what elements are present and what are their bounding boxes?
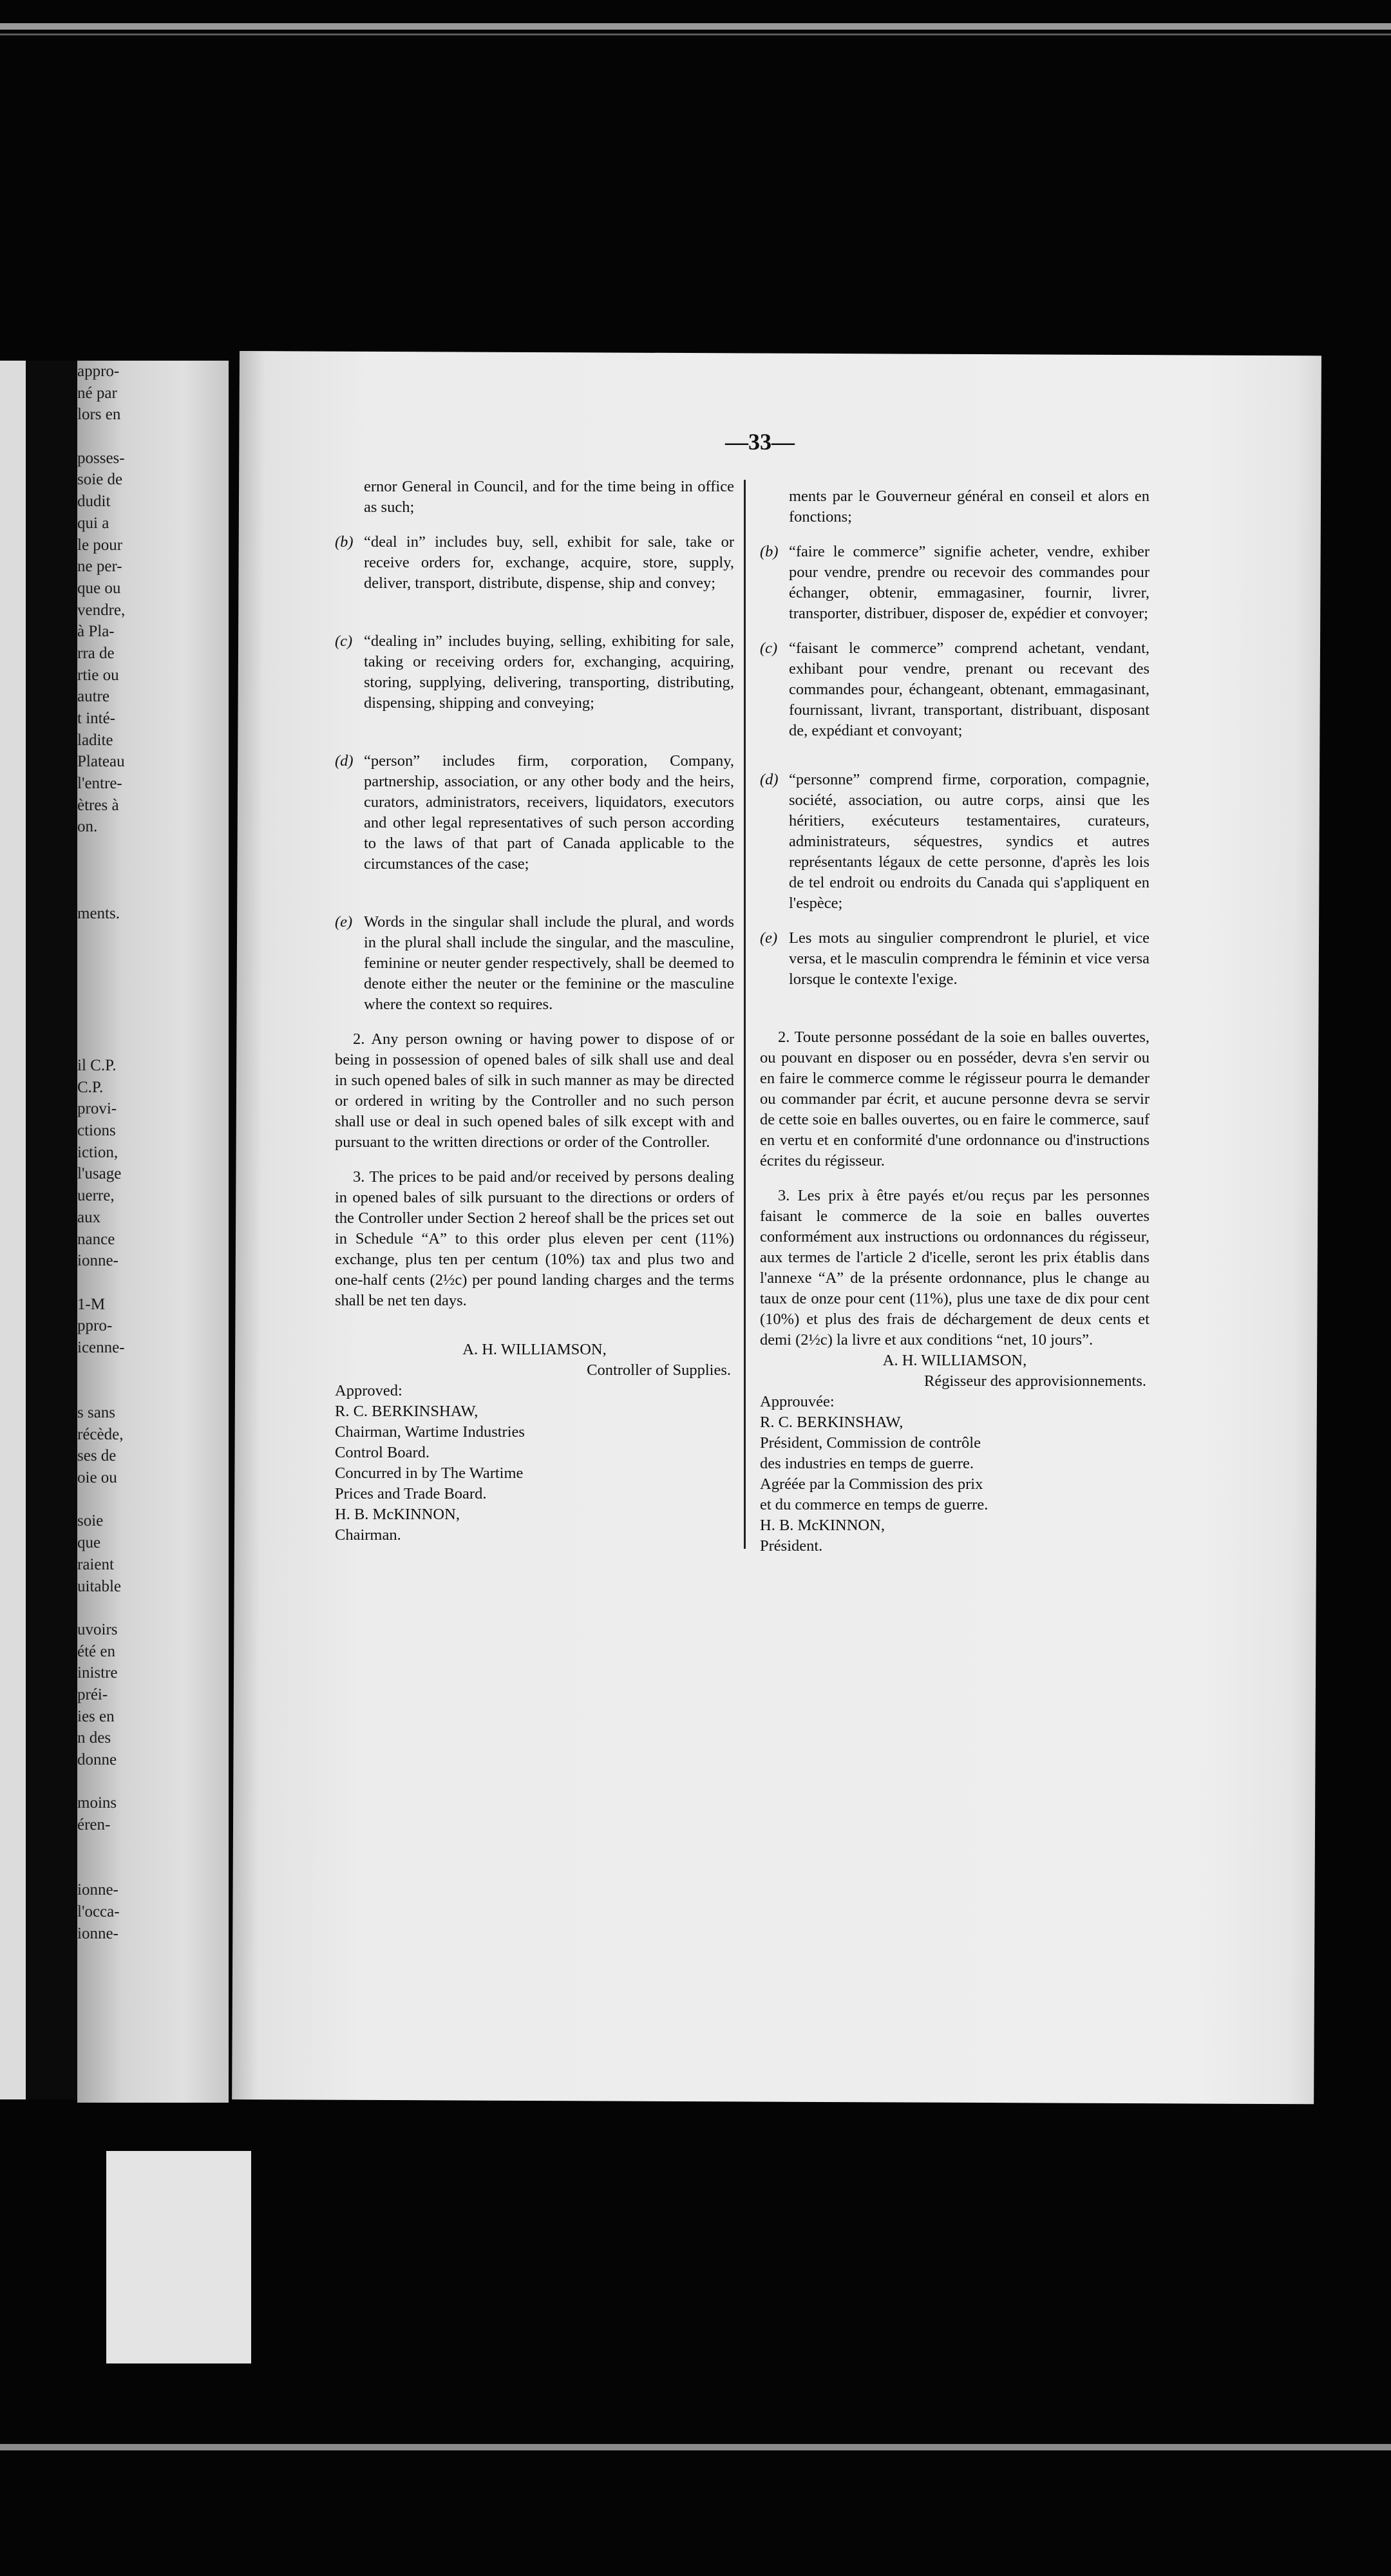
previous-page-line: récède, [77,1425,124,1443]
page-number: —33— [725,429,795,455]
previous-page-line [77,947,206,969]
previous-page-line [77,968,206,990]
paper-slip [106,2151,251,2363]
previous-page-line: iction, [77,1143,118,1161]
english-column [335,477,734,1546]
french-continuation: ments par le Gouverneur général en conseil et alors en fonctions; [789,488,1150,526]
item-text: “person” includes firm, corporation, Company, partnership, association, or any other body and the heirs, curators, administrators, receivers, liquidators, executors and other legal representatives of such person according to the laws of that part of Canada applicable to the circumstances of the case; [364,752,734,873]
scan-border-top-inner [0,33,1391,35]
previous-page-line: ionne- [77,1924,118,1942]
previous-page-line [77,1359,206,1381]
english-item-c [335,631,734,714]
english-item-e [335,912,734,1015]
previous-page-line [77,860,206,882]
previous-page-line [77,1380,206,1402]
item-text: “faire le commerce” signifie acheter, vendre, exhiber pour vendre, prendre ou recevoir des commandes pour échanger, obtenir, emmagasiner, fournir, livrer, transporter, distribuer, disposer de, expédier et convoyer; [789,543,1150,622]
item-text: Les mots au singulier comprendront le pluriel, et vice versa, et le masculin comprendra le féminin et vice versa lorsque le contexte l'exige. [789,929,1150,988]
previous-page-line [77,838,206,860]
english-item-b [335,532,734,594]
previous-page-line: s sans [77,1404,116,1421]
previous-page-line: autre [77,688,109,706]
previous-page-line: Plateau [77,753,125,771]
french-item-b [760,542,1150,624]
previous-page-line: rra de [77,644,115,662]
previous-page-line [77,1857,206,1879]
previous-page-line: ses de [77,1447,117,1465]
previous-page-line: le pour [77,536,123,554]
previous-page-line: préi- [77,1685,108,1703]
previous-page-line [77,1771,206,1793]
previous-page-line: l'occa- [77,1902,120,1920]
item-label: (c) [335,632,353,650]
scan-border-bottom [0,2444,1391,2450]
previous-page-line [77,1836,206,1858]
previous-page-line: rtie ou [77,666,119,684]
previous-page-line [77,1033,206,1055]
previous-page-line: aux [77,1208,101,1226]
english-section-2: 2. Any person owning or having power to dispose of or being in possession of opened bales of silk shall use and deal in such opened bales of silk in such manner as may be directed or ordered in writing by the Controller and no such person shall use or deal in such opened bales of silk except with and pursuant to the written directions or order of the Controller. [335,1030,734,1151]
item-label: (c) [760,639,778,657]
previous-page-line: nance [77,1230,115,1248]
previous-page-line: n des [77,1729,111,1747]
previous-page-line [77,426,206,448]
previous-page-line: oie ou [77,1469,117,1487]
item-label: (b) [335,533,354,551]
item-label: (b) [760,543,779,560]
previous-page-line: on. [77,818,98,836]
previous-page-line: ne per- [77,558,122,576]
previous-page-line: uerre, [77,1187,115,1205]
book-binding [26,361,79,2099]
previous-page-line: né par [77,384,117,402]
french-item-c [760,638,1150,741]
french-section-2: 2. Toute personne possédant de la soie en balles ouvertes, ou pouvant en disposer ou en posséder, devra s'en servir ou en faire le commerce comme le régisseur pourra le demander ou commander par écrit, et aucune personne devra se servir de cette soie en balles ouvertes, ou en faire le commerce, sauf en vertu et en conformité d'une ordonnance ou d'instructions écrites du régisseur. [760,1028,1150,1170]
previous-page-line: ppro- [77,1317,113,1335]
scan-border-top [0,23,1391,30]
previous-page-line: icenne- [77,1338,125,1356]
previous-page-line: qui a [77,514,109,532]
previous-page-line: ies en [77,1707,115,1725]
previous-page-line: été en [77,1642,115,1660]
previous-page-line: posses- [77,449,125,467]
previous-page-line [77,925,206,947]
previous-page-line: lors en [77,406,121,424]
previous-page-line: moins [77,1794,117,1812]
previous-page-line: ètres à [77,796,119,814]
french-section-3: 3. Les prix à être payés et/ou reçus par les personnes faisant le commerce de la soie en balles ouvertes conformément aux instructions ou ordonnances du régisseur, aux termes de l'article 2 d'icelle, seront les prix établis dans l'annexe “A” de la présente ordonnance, plus le change au taux de onze pour cent (11%), plus une taxe de dix pour cent (10%) et plus des frais de déchargement de deux cents et demi (2½c) la livre et aux conditions “net, 10 jours”. [760,1187,1150,1349]
previous-page-column [77,361,229,2103]
previous-page-line: ionne- [77,1881,118,1899]
english-item-d [335,751,734,875]
french-item-d [760,770,1150,914]
previous-page-line [77,1489,206,1511]
item-text: Words in the singular shall include the plural, and words in the plural shall include the singular, and the masculine, feminine or neuter gender respectively, shall be deemed to denote either the neuter or the feminine or the masculine where the context so requires. [364,913,734,1013]
previous-page-line: C.P. [77,1078,104,1096]
previous-page-line: que [77,1534,101,1552]
previous-page-line: dudit [77,493,111,511]
previous-page-line: vendre, [77,601,126,619]
french-signer: A. H. WILLIAMSON, [882,1352,1027,1369]
column-divider [744,480,746,1549]
item-label: (e) [335,913,353,931]
french-column [760,486,1150,1557]
previous-page-line: ments. [77,905,120,923]
item-text: “deal in” includes buy, sell, exhibit for sale, take or receive orders for, exchange, acquire, store, supply, deliver, transport, distribute, dispense, ship and convey; [364,533,734,592]
previous-page-line: 1-M [77,1295,106,1313]
previous-page-line: donne [77,1751,117,1768]
english-signer: A. H. WILLIAMSON, [462,1341,607,1358]
previous-page-line: à Pla- [77,623,115,641]
previous-page-line [77,1272,206,1294]
previous-page-line: raient [77,1555,114,1573]
previous-page-line: soie de [77,471,123,489]
previous-page-line: l'usage [77,1165,122,1183]
french-item-e [760,928,1150,990]
previous-page-line: t inté- [77,710,116,727]
previous-page-line: il C.P. [77,1057,117,1074]
previous-page-line: appro- [77,363,120,380]
previous-page-line: ladite [77,731,113,749]
french-signer-title: Régisseur des approvisionnements. [924,1372,1146,1390]
english-approval: Approved: R. C. BERKINSHAW, Chairman, Wartime Industries Control Board. Concurred in by The Wartime Prices and Trade Board. H. B. McKINNON, Chairman. [335,1382,525,1544]
previous-page-line: provi- [77,1100,117,1118]
previous-page-line [77,1597,206,1619]
previous-page-line [77,990,206,1012]
previous-page-line [77,1012,206,1034]
previous-page-line [77,882,206,904]
english-continuation: ernor General in Council, and for the time being in office as such; [364,478,734,516]
previous-page-line: uvoirs [77,1620,118,1638]
item-text: “faisant le commerce” comprend achetant, vendant, exhibant pour vendre, prenant ou recevant des commandes pour, échangeant, obtenant, emmagasinant, fournissant, livrant, transportant, distribuant, disposant de, expédiant et convoyant; [789,639,1150,739]
english-signer-title: Controller of Supplies. [587,1361,731,1379]
item-text: “dealing in” includes buying, selling, exhibiting for sale, taking or receiving orders for, exchanging, acquiring, storing, supplying, delivering, transporting, distributing, dispensing, shipping and conveying; [364,632,734,712]
item-label: (d) [760,771,779,788]
previous-page-line: uitable [77,1577,122,1595]
previous-page-line: soie [77,1512,104,1530]
item-label: (e) [760,929,778,947]
previous-page-line: ionne- [77,1252,118,1270]
item-text: “personne” comprend firme, corporation, compagnie, société, association, ou autre corps, ainsi que les héritiers, exécuteurs testamentaires, curateurs, administrateurs, séquestres, syndics et autres représentants légaux de cette personne, d'après les lois de tel endroit ou endroits du Canada qui s'appliquent en l'espèce; [789,771,1150,912]
item-label: (d) [335,752,354,770]
previous-page-line: que ou [77,579,121,597]
previous-page-line: l'entre- [77,775,122,793]
previous-page-line: inistre [77,1664,118,1682]
previous-page-line: éren- [77,1816,111,1834]
english-section-3: 3. The prices to be paid and/or received by persons dealing in opened bales of silk pursuant to the directions or orders of the Controller under Section 2 hereof shall be the prices set out in Schedule “A” to this order plus eleven per cent (11%) exchange, plus ten per centum (10%) tax and plus two and one-half cents (2½c) per pound landing charges and the terms shall be net ten days. [335,1168,734,1309]
previous-page-line: ctions [77,1122,116,1140]
french-approval: Approuvée: R. C. BERKINSHAW, Président, Commission de contrôle des industries en temps de guerre. Agréée par la Commission des prix et du commerce en temps de guerre. H. B. McKINNON, Président. [760,1393,989,1555]
previous-page-fragments [77,361,206,1944]
